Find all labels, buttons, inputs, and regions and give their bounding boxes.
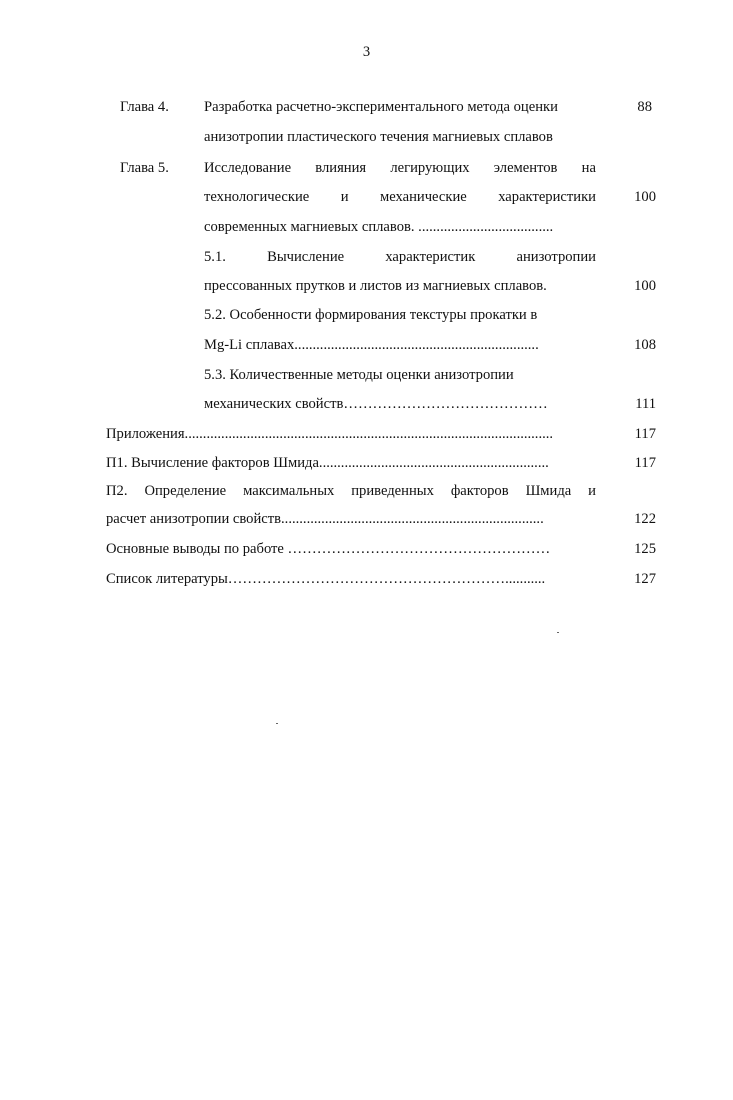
word: влияния <box>315 160 367 176</box>
references-page: 127 <box>634 571 656 587</box>
appendix-page: 117 <box>634 426 656 442</box>
appendix-p2-line-1 <box>106 482 596 500</box>
word: П2. <box>106 483 128 499</box>
appendix-p2-page: 122 <box>634 511 656 527</box>
word: факторов <box>450 483 509 499</box>
section-5-3-line-1: 5.3. Количественные методы оценки анизотропии <box>204 367 514 383</box>
section-5-1-line-2: прессованных прутков и листов из магниевых сплавов. <box>204 278 547 294</box>
word: Исследование <box>204 160 292 176</box>
word: Определение <box>144 483 227 499</box>
word: характеристики <box>498 189 596 205</box>
word: максимальных <box>243 483 335 499</box>
word: характеристик <box>385 249 476 265</box>
word: и <box>588 483 596 499</box>
word: на <box>581 160 596 176</box>
section-5-3-line-2: механических свойств…………………………………… <box>204 396 548 412</box>
chapter-5-title-line-2 <box>204 188 596 206</box>
appendix-p1-entry: П1. Вычисление факторов Шмида............................................................... <box>106 455 549 471</box>
word: 5.1. <box>204 249 226 265</box>
appendix-entry: Приложения..................................................................................................... <box>106 426 554 442</box>
appendix-p2-line-2: расчет анизотропии свойств........................................................................ <box>106 511 544 527</box>
word: анизотропии <box>516 249 596 265</box>
word: Вычисление <box>267 249 345 265</box>
appendix-p1-page: 117 <box>634 455 656 471</box>
chapter-5-page: 100 <box>634 189 656 205</box>
conclusions-entry: Основные выводы по работе ……………………………………………… <box>106 541 551 557</box>
section-5-2-line-1: 5.2. Особенности формирования текстуры прокатки в <box>204 307 538 323</box>
chapter-5-title-line-3: современных магниевых сплавов. ..................................... <box>204 219 554 235</box>
section-5-2-line-2: Mg-Li сплавах................................................................... <box>204 337 539 353</box>
scan-speck <box>557 632 559 633</box>
word: Шмида <box>525 483 572 499</box>
word: легирующих <box>390 160 470 176</box>
chapter-4-page: 88 <box>637 99 652 115</box>
conclusions-page: 125 <box>634 541 656 557</box>
chapter-4-title-line-2: анизотропии пластического течения магниевых сплавов <box>204 129 553 145</box>
section-5-3-page: 111 <box>635 396 656 412</box>
chapter-5-label: Глава 5. <box>120 160 169 176</box>
scan-speck <box>276 723 278 724</box>
section-5-1-page: 100 <box>634 278 656 294</box>
chapter-4-title-line-1: Разработка расчетно-экспериментального метода оценки <box>204 99 558 115</box>
chapter-4-label: Глава 4. <box>120 99 169 115</box>
word: элементов <box>493 160 558 176</box>
section-5-2-page: 108 <box>634 337 656 353</box>
page-number: 3 <box>362 44 371 60</box>
word: приведенных <box>351 483 434 499</box>
section-5-1-line-1 <box>204 248 596 266</box>
word: и <box>340 189 349 205</box>
word: технологические <box>204 189 310 205</box>
chapter-5-title-line-1 <box>204 159 596 177</box>
word: механические <box>379 189 467 205</box>
references-entry: Список литературы…………………………………………………........... <box>106 571 546 587</box>
